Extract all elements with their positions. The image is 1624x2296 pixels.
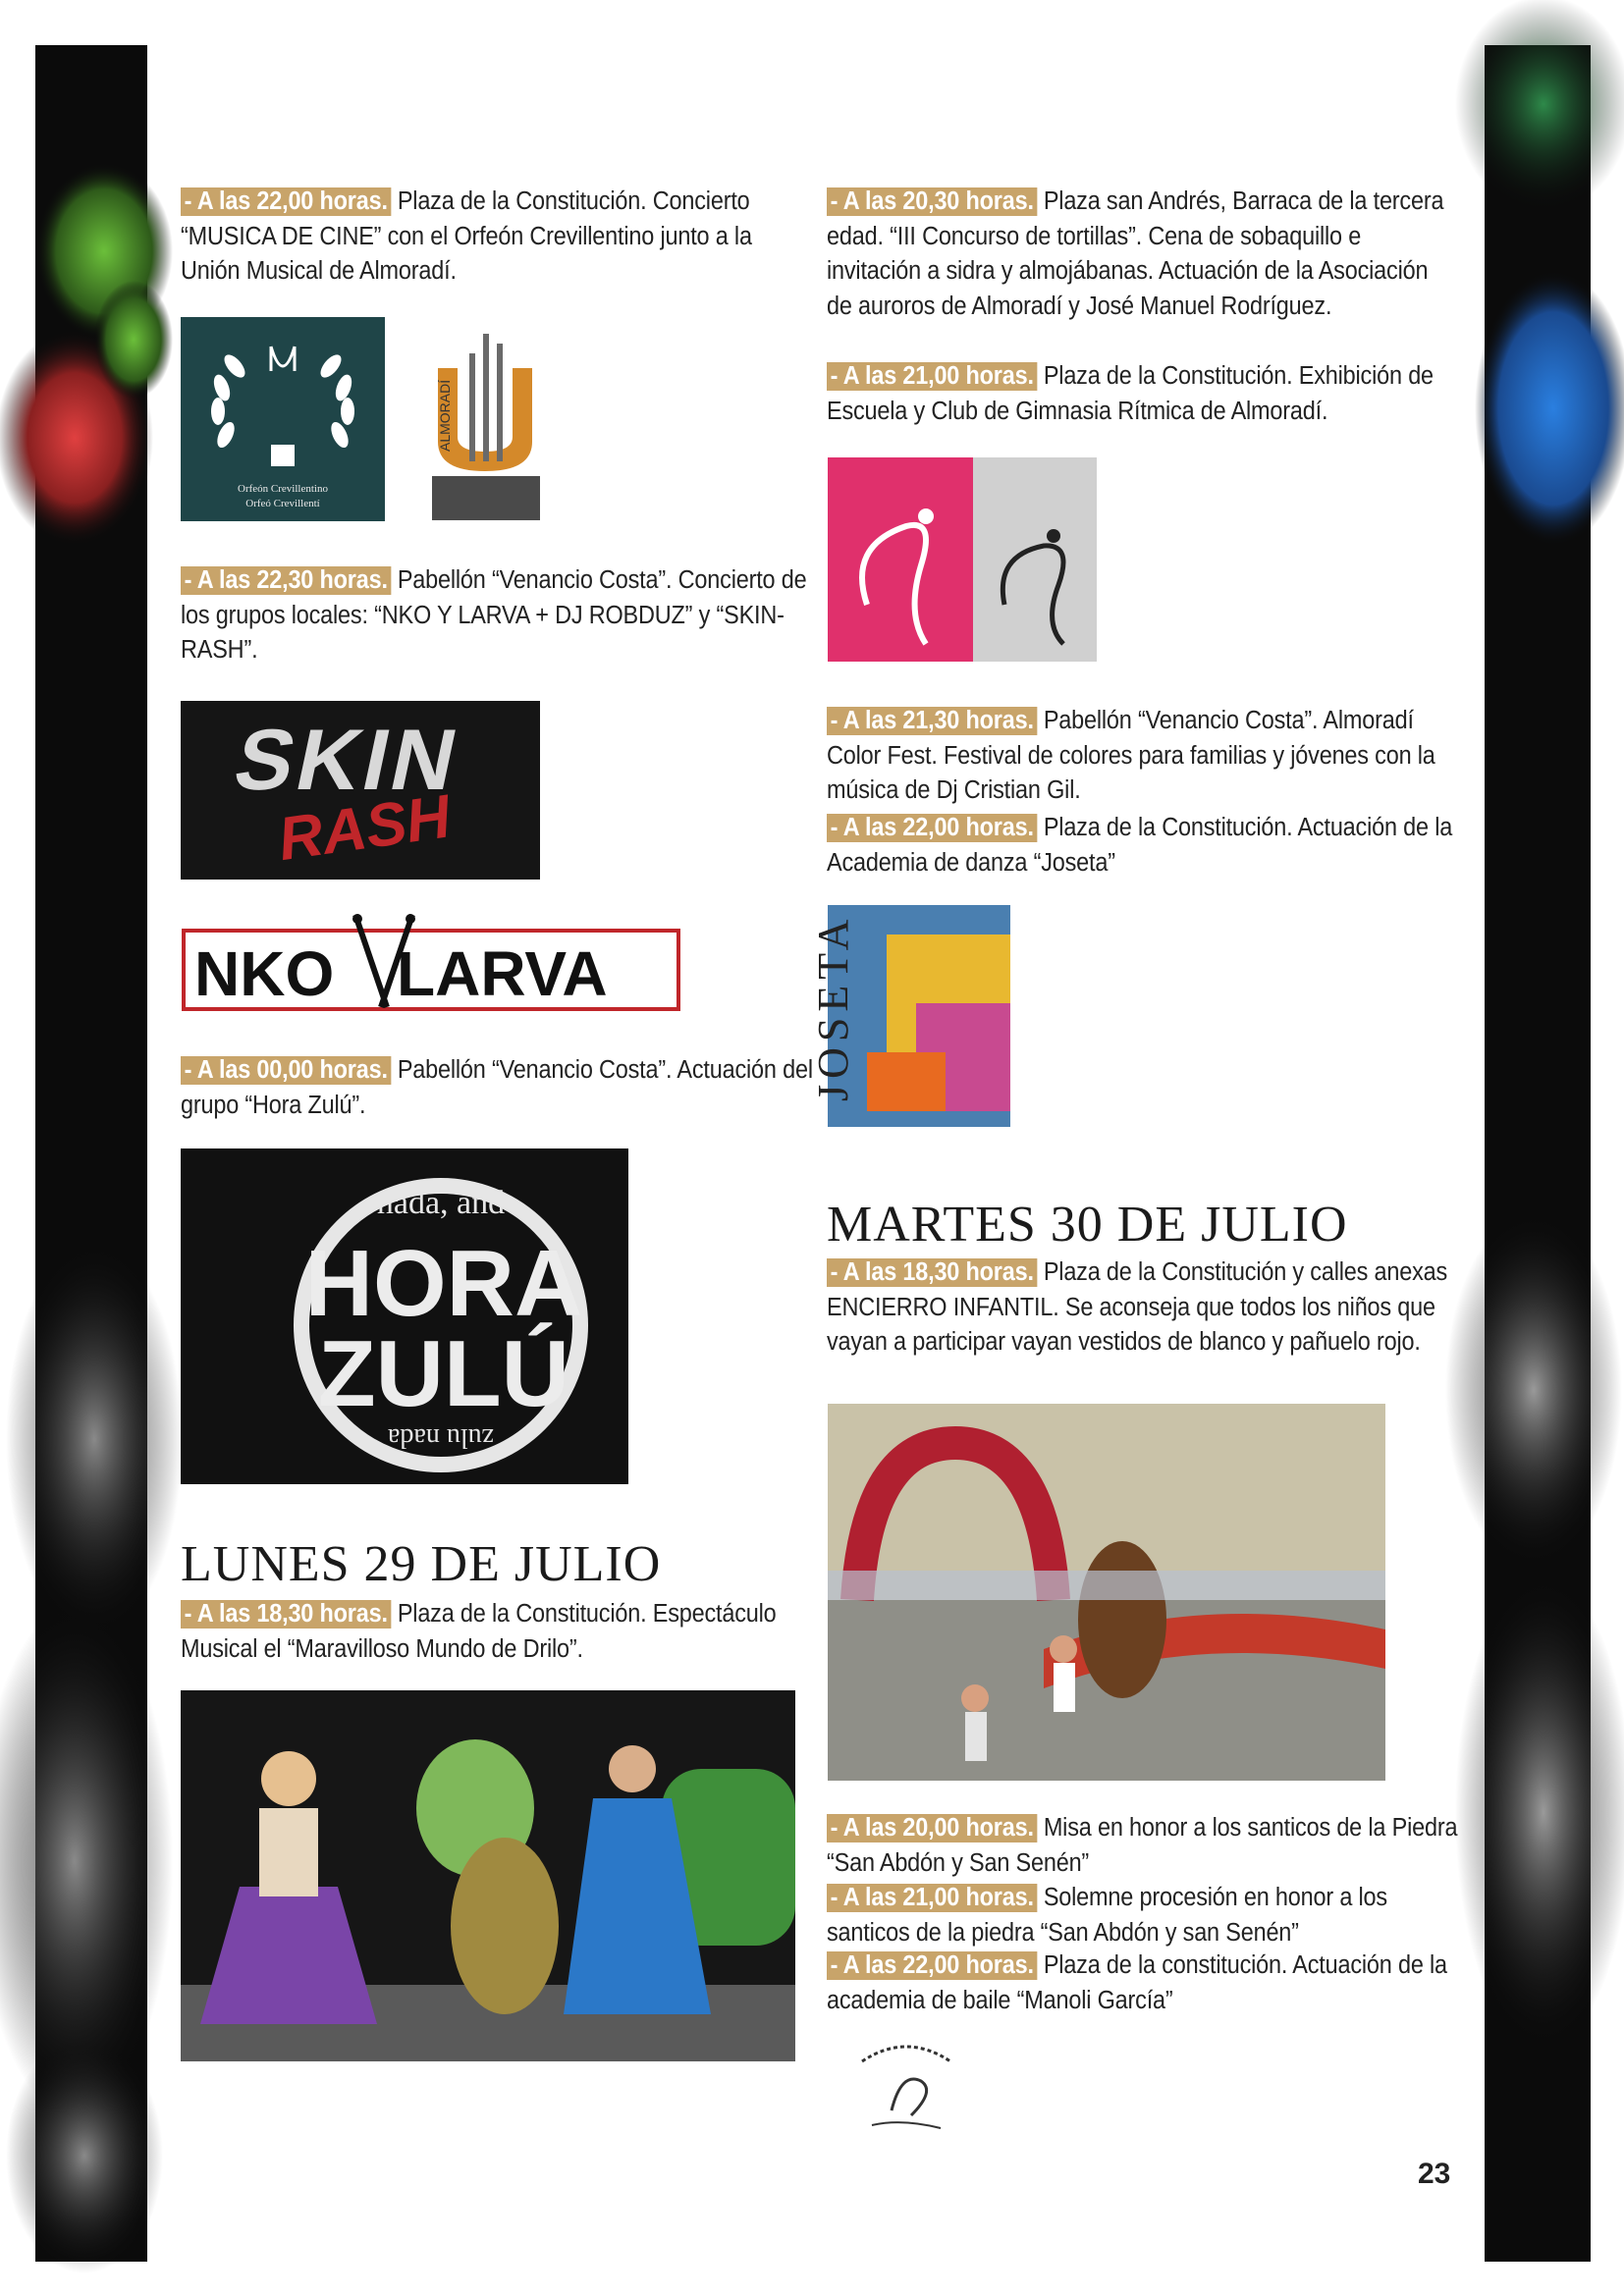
svg-text:NKO: NKO [194,938,335,1009]
left-day-section [181,1537,809,1592]
orfeon-logo [181,317,385,521]
dancer-sketch-icon [842,2032,970,2140]
left-strip-art [35,45,147,2262]
time-tag: - A las 21,00 horas. [827,362,1037,391]
left-event-3 [181,1053,813,1123]
event-text: Plaza de la Constitución. Espectáculo Musical el “Maravilloso Mundo de Drilo”. [181,1600,777,1663]
left-event-1 [181,185,809,290]
time-tag: - A las 00,00 horas. [181,1056,391,1085]
day-title-martes: MARTES 30 DE JULIO [827,1197,1348,1253]
right-event-1 [827,185,1455,324]
event-text: Solemne procesión en honor a los santicos de la piedra “San Abdón y san Senén” [827,1884,1387,1947]
page-number: 23 [1418,2158,1451,2190]
joseta-colorful-emblem [809,905,1010,1127]
svg-text:HORA: HORA [304,1231,583,1336]
event-text: Misa en honor a los santicos de la Piedra “San Abdón y San Senén” [827,1814,1458,1877]
right-strip-art [1485,45,1591,2262]
right-event-5 [827,1255,1455,1361]
event-text: Pabellón “Venancio Costa”. Almoradí Color Fest. Festival de colores para familias y jóvenes con la música de Dj Cristian Gil. [827,707,1435,804]
time-tag: - A las 20,30 horas. [827,187,1037,216]
svg-text:JOSETA: JOSETA [809,913,857,1101]
event-text: Plaza de la Constitución. Exhibición de Escuela y Club de Gimnasia Rítmica de Almoradí. [827,362,1434,425]
svg-text:RASH: RASH [274,782,455,875]
almoradi-lyre-icon [410,314,566,524]
event-text: Plaza de la constitución. Actuación de la academia de baile “Manoli García” [827,1951,1447,2014]
event-text: Plaza san Andrés, Barraca de la tercera edad. “III Concurso de tortillas”. Cena de sobaquillo e invitación a sidra y almojábanas. Actuación de la Asociación de auroros de Almoradí y José Manuel Rodríguez. [827,187,1444,320]
right-day-section [827,1198,1455,1253]
svg-text:ZULÚ: ZULÚ [318,1321,569,1426]
skin-rash-logo [181,701,540,880]
right-event-3 [827,704,1455,809]
drilo-performers-image [181,1690,795,2061]
nko-larva-wordmark [181,913,681,1015]
joseta-logo [809,905,1010,1127]
orfeon-emblem-icon [181,317,385,521]
svg-text:zulu nada: zulu nada [387,1422,495,1453]
time-tag: - A las 22,00 horas. [181,187,391,216]
right-event-7 [827,1881,1455,1950]
time-tag: - A las 20,00 horas. [827,1814,1037,1842]
right-event-4 [827,811,1455,881]
event-text: Plaza de la Constitución. Actuación de la Academia de danza “Joseta” [827,814,1453,877]
event-text: Plaza de la Constitución. Concierto “MUSICA DE CINE” con el Orfeón Crevillentino junto a la Unión Musical de Almoradí. [181,187,752,285]
union-musical-almoradi-logo [410,314,566,524]
left-event-2 [181,563,809,668]
skin-rash-wordmark [181,701,540,880]
time-tag: - A las 21,00 horas. [827,1884,1037,1912]
left-event-4 [181,1597,809,1667]
svg-text:nada, and: nada, and [376,1185,506,1221]
event-text: Pabellón “Venancio Costa”. Concierto de los grupos locales: “NKO Y LARVA + DJ ROBDUZ” y “SKIN-RASH”. [181,566,807,664]
svg-text:Orfeón Crevillentino: Orfeón Crevillentino [238,483,328,495]
svg-text:LARVA: LARVA [397,938,608,1009]
left-decorative-strip [35,45,147,2262]
time-tag: - A las 18,30 horas. [181,1600,391,1629]
event-text: Plaza de la Constitución y calles anexas ENCIERRO INFANTIL. Se aconseja que todos los niños que vayan a participar vayan vestidos de blanco y pañuelo rojo. [827,1258,1448,1356]
time-tag: - A las 22,00 horas. [827,814,1037,842]
manoli-garcia-logo [842,2032,970,2140]
rhythmic-gymnast-icon [828,457,1097,662]
hora-zulu-emblem [181,1148,628,1484]
hora-zulu-logo [181,1148,628,1484]
right-event-6 [827,1811,1458,1881]
nko-larva-logo [181,913,681,1015]
time-tag: - A las 21,30 horas. [827,707,1037,735]
right-decorative-strip [1485,45,1591,2262]
event-text: Pabellón “Venancio Costa”. Actuación del grupo “Hora Zulú”. [181,1056,813,1119]
svg-text:SKIN: SKIN [226,710,470,808]
svg-text:ALMORADÍ: ALMORADÍ [437,379,453,452]
children-encierro-image [828,1404,1385,1781]
right-event-2 [827,359,1455,429]
drilo-show-photo [181,1690,795,2061]
svg-text:Orfeó Crevillentí: Orfeó Crevillentí [245,498,320,509]
time-tag: - A las 18,30 horas. [827,1258,1037,1287]
time-tag: - A las 22,00 horas. [827,1951,1037,1980]
time-tag: - A las 22,30 horas. [181,566,391,595]
day-title-lunes: LUNES 29 DE JULIO [181,1536,662,1592]
encierro-infantil-photo [828,1404,1385,1781]
right-event-8 [827,1949,1455,2018]
gimnasia-ritmica-logos [828,457,1097,662]
